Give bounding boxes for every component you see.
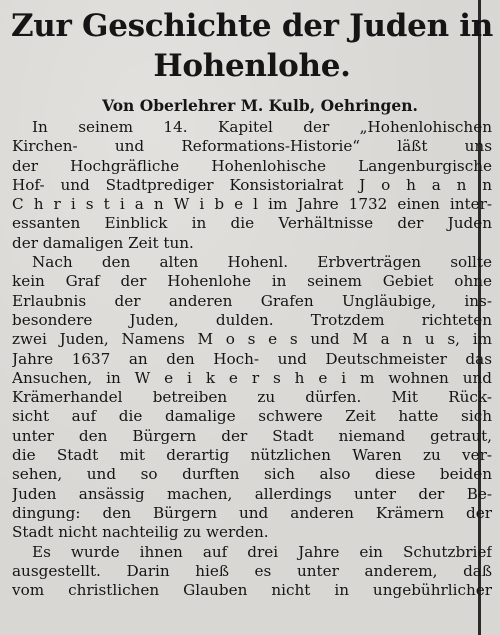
article-body-line: Jahre 1637 an den Hoch- und Deutschmeister das <box>12 349 492 368</box>
article-body-line: vom christlichen Glauben nicht in ungebührlicher <box>12 581 492 600</box>
article-body-line: ausgestellt. Darin hieß es unter anderem, daß <box>12 561 492 580</box>
article-body-line: sicht auf die damalige schwere Zeit hatte sich <box>12 407 492 426</box>
article-body-line: Es wurde ihnen auf drei Jahre ein Schutzbrief <box>32 542 492 561</box>
article-body-line: Krämerhandel betreiben zu dürfen. Mit Rück- <box>12 388 492 407</box>
article-title-line-2: Hohenlohe. <box>153 48 351 84</box>
article-body-line: Kirchen- und Reformations-Historie“ läßt uns <box>12 137 492 156</box>
article-byline: Von Oberlehrer M. Kulb, Oehringen. <box>102 96 418 115</box>
article-body-line: der damaligen Zeit tun. <box>12 233 194 252</box>
article-body <box>12 118 492 600</box>
article-body-line: besondere Juden, dulden. Trotzdem richteten <box>12 310 492 329</box>
article-title-line-1: Zur Geschichte der Juden in <box>10 8 494 44</box>
article-body-line: die Stadt mit derartig nützlichen Waren zu ver- <box>12 446 492 465</box>
article-body-line: Erlaubnis der anderen Grafen Ungläubige, ins- <box>12 291 492 310</box>
article-body-line: zwei Juden, Namens M o s e s und M a n u s, im <box>12 330 492 349</box>
article-body-line: dingung: den Bürgern und anderen Krämern der <box>12 503 492 522</box>
article-body-line: der Hochgräfliche Hohenlohische Langenburgische <box>12 156 492 175</box>
article-body-line: Stadt nicht nachteilig zu werden. <box>12 523 269 542</box>
article-body-line: unter den Bürgern der Stadt niemand getraut, <box>12 426 492 445</box>
article-body-line: essanten Einblick in die Verhältnisse der Juden <box>12 214 492 233</box>
article-body-line: C h r i s t i a n W i b e l im Jahre 1732 einen inter- <box>12 195 492 214</box>
article-body-line: Hof- und Stadtprediger Konsistorialrat J o h a n n <box>12 175 492 194</box>
article-body-line: Ansuchen, in W e i k e r s h e i m wohnen und <box>12 368 492 387</box>
article-body-line: Juden ansässig machen, allerdings unter der Be- <box>12 484 492 503</box>
article-title <box>8 6 496 86</box>
article-body-line: In seinem 14. Kapitel der „Hohenlohischen <box>32 118 492 136</box>
article-body-line: Nach den alten Hohenl. Erbverträgen sollte <box>32 253 492 272</box>
article-body-line: sehen, und so durften sich also diese beiden <box>12 465 492 484</box>
article-body-line: kein Graf der Hohenlohe in seinem Gebiet ohne <box>12 272 492 291</box>
